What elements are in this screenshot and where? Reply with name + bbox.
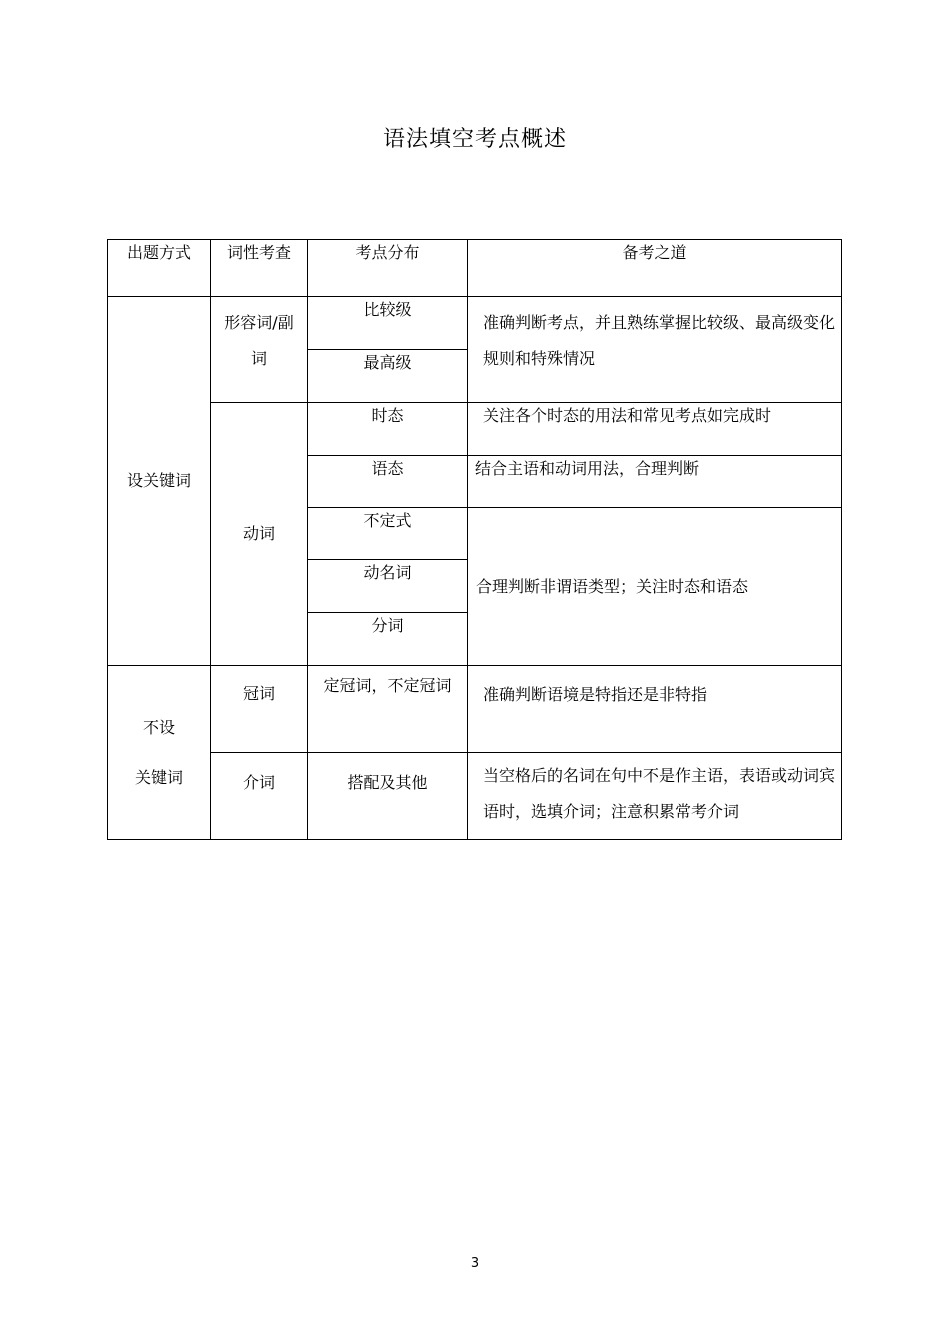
point-cell-comparative: 比较级 <box>308 297 468 350</box>
grammar-points-table <box>107 239 842 840</box>
point-cell-prep: 搭配及其他 <box>308 753 468 840</box>
page-title: 语法填空考点概述 <box>382 127 567 152</box>
method-label-line2: 关键词 <box>134 767 183 787</box>
note-cell-voice: 结合主语和动词用法，合理判断 <box>468 456 842 508</box>
header-cell-strategy: 备考之道 <box>468 240 842 297</box>
note-cell-adj <box>468 297 842 403</box>
point-cell-gerund: 动名词 <box>308 560 468 613</box>
table-header-row <box>108 240 842 297</box>
table-row <box>108 753 842 840</box>
method-cell-set-keyword: 设关键词 <box>108 297 211 666</box>
pos-cell-article: 冠词 <box>211 666 308 753</box>
table-row <box>108 666 842 753</box>
pos-cell-verb: 动词 <box>211 403 308 666</box>
method-label-no-keyword <box>108 703 210 803</box>
pos-cell-adj-adv <box>211 297 308 403</box>
point-cell-infinitive: 不定式 <box>308 508 468 560</box>
note-text-adj: 准确判断考点，并且熟练掌握比较级、最高级变化规则和特殊情况 <box>483 313 836 368</box>
method-cell-no-keyword <box>108 666 211 840</box>
point-cell-tense: 时态 <box>308 403 468 456</box>
point-cell-superlative: 最高级 <box>308 350 468 403</box>
table-row <box>108 403 842 456</box>
note-cell-tense: 关注各个时态的用法和常见考点如完成时 <box>468 403 842 456</box>
note-text-prep: 当空格后的名词在句中不是作主语，表语或动词宾语时，选填介词；注意积累常考介词 <box>483 766 836 821</box>
header-cell-points: 考点分布 <box>308 240 468 297</box>
header-cell-pos: 词性考查 <box>211 240 308 297</box>
point-cell-article: 定冠词，不定冠词 <box>308 666 468 753</box>
note-cell-article: 准确判断语境是特指还是非特指 <box>468 666 842 753</box>
page-number: 3 <box>470 1256 480 1271</box>
note-cell-nonfinite: 合理判断非谓语类型；关注时态和语态 <box>468 508 842 666</box>
point-cell-voice: 语态 <box>308 456 468 508</box>
table-row <box>108 297 842 350</box>
method-label-line1: 不设 <box>142 717 175 737</box>
note-cell-prep <box>468 753 842 840</box>
pos-label-adj-adv: 形容词/副词 <box>224 313 294 368</box>
header-cell-method: 出题方式 <box>108 240 211 297</box>
pos-cell-prep: 介词 <box>211 753 308 840</box>
point-cell-participle: 分词 <box>308 613 468 666</box>
